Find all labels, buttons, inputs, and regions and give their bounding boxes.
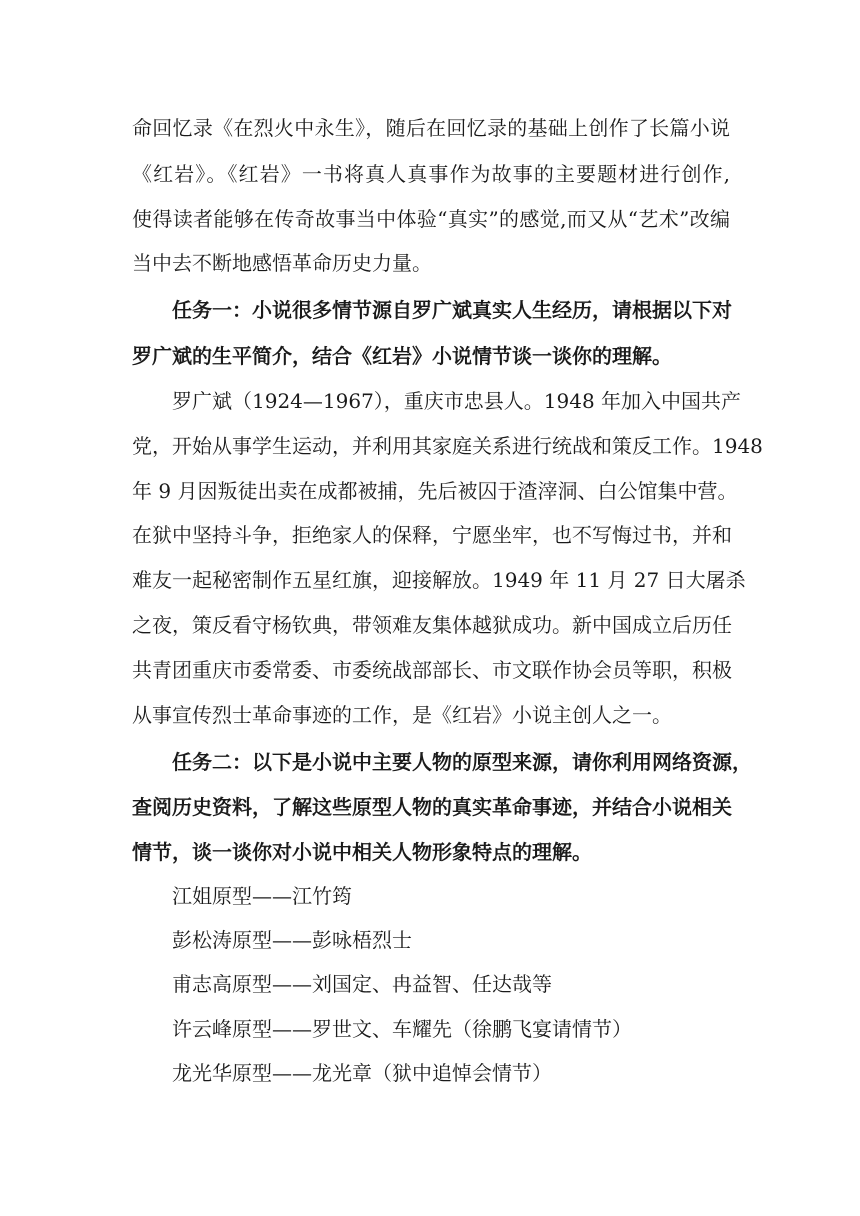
text-line: 年 9 月因叛徒出卖在成都被捕，先后被囚于渣滓洞、白公馆集中营。 — [132, 479, 738, 503]
list-item: 许云峰原型——罗世文、车耀先（徐鹏飞宴请情节） — [172, 1017, 632, 1041]
text-line: 党，开始从事学生运动，并利用其家庭关系进行统战和策反工作。1948 — [132, 434, 763, 458]
text-line: 当中去不断地感悟革命历史力量。 — [132, 251, 432, 275]
text-line: 在狱中坚持斗争，拒绝家人的保释，宁愿坐牢，也不写悔过书，并和 — [132, 523, 732, 547]
text-line: 《红岩》。《红岩》一书将真人真事作为故事的主要题材进行创作, — [132, 162, 730, 186]
list-item: 甫志高原型——刘国定、冉益智、任达哉等 — [172, 972, 552, 996]
text-line: 难友一起秘密制作五星红旗，迎接解放。1949 年 11 月 27 日大屠杀 — [132, 568, 746, 592]
text-line: 共青团重庆市委常委、市委统战部部长、市文联作协会员等职，积极 — [132, 658, 732, 682]
text-line: 从事宣传烈士革命事迹的工作，是《红岩》小说主创人之一。 — [132, 703, 672, 727]
list-item: 龙光华原型——龙光章（狱中追悼会情节） — [172, 1061, 552, 1085]
text-line: 之夜，策反看守杨钦典，带领难友集体越狱成功。新中国成立后历任 — [132, 613, 732, 637]
text-line: 命回忆录《在烈火中永生》，随后在回忆录的基础上创作了长篇小说 — [132, 116, 730, 140]
text-line: 查阅历史资料，了解这些原型人物的真实革命事迹，并结合小说相关 — [132, 795, 732, 819]
text-line: 任务二：以下是小说中主要人物的原型来源，请你利用网络资源， — [172, 750, 752, 774]
text-line: 罗广斌（1924—1967），重庆市忠县人。1948 年加入中国共产 — [172, 389, 742, 413]
text-line: 罗广斌的生平简介，结合《红岩》小说情节谈一谈你的理解。 — [132, 344, 672, 368]
list-item: 彭松涛原型——彭咏梧烈士 — [172, 928, 412, 952]
text-line: 情节，谈一谈你对小说中相关人物形象特点的理解。 — [132, 840, 592, 864]
text-line: 任务一：小说很多情节源自罗广斌真实人生经历，请根据以下对 — [172, 298, 732, 322]
list-item: 江姐原型——江竹筠 — [172, 884, 352, 908]
text-line: 使得读者能够在传奇故事当中体验“真实”的感觉,而又从“艺术”改编 — [132, 207, 730, 231]
